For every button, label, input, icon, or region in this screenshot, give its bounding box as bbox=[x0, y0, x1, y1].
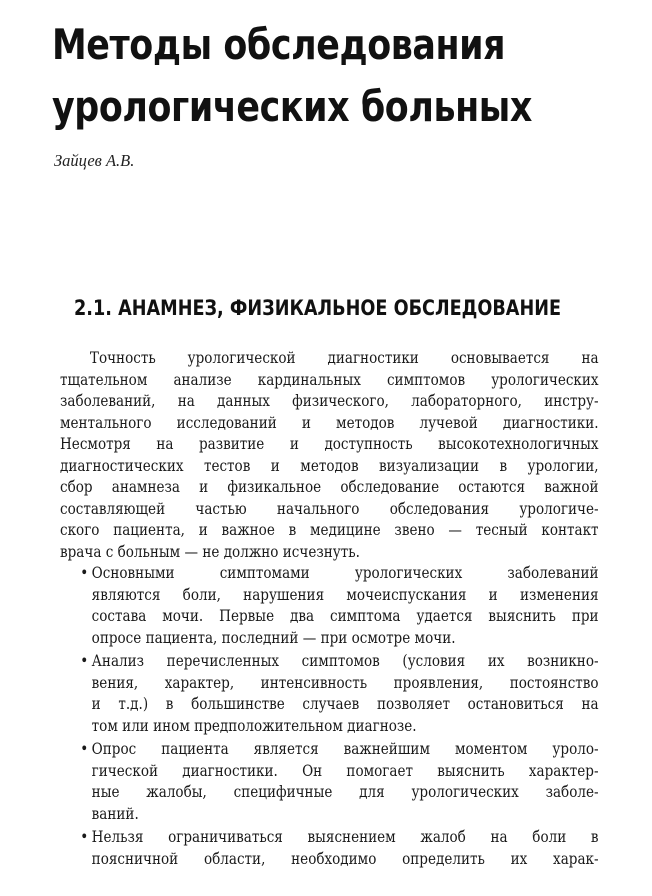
paragraph-line: ментального исследований и методов лучевой диагностики. bbox=[60, 413, 599, 432]
bullet-line: опросе пациента, последний — при осмотре мочи. bbox=[91, 628, 456, 647]
bullet-item-analysis bbox=[60, 651, 599, 737]
bullet-line: вения, характер, интенсивность проявления, постоянство bbox=[91, 673, 599, 692]
bullet-line: Опрос пациента является важнейшим моментом уроло- bbox=[91, 740, 599, 758]
paragraph-line: сбор анамнеза и физикальное обследование остаются важной bbox=[60, 478, 599, 496]
paragraph-line: Несмотря на развитие и доступность высокотехнологичных bbox=[60, 435, 599, 453]
bullet-line: гической диагностики. Он помогает выяснить характер- bbox=[91, 761, 599, 780]
author-name: Зайцев А.В. bbox=[54, 151, 135, 170]
intro-paragraph bbox=[60, 348, 599, 563]
section-heading: 2.1. АНАМНЕЗ, ФИЗИКАЛЬНОЕ ОБСЛЕДОВАНИЕ bbox=[74, 296, 562, 320]
chapter-title-line-1: Методы обследования bbox=[52, 20, 506, 69]
bullet-line: состава мочи. Первые два симптома удается выяснить при bbox=[91, 607, 599, 625]
bullet-icon: • bbox=[80, 652, 89, 670]
bullet-line: Основными симптомами урологических заболеваний bbox=[91, 564, 599, 582]
paragraph-line: диагностических тестов и методов визуализации в урологии, bbox=[60, 456, 599, 475]
paragraph-line: составляющей частью начального обследования урологиче- bbox=[60, 499, 599, 518]
bullet-line: Анализ перечисленных симптомов (условия их возникно- bbox=[91, 652, 599, 670]
bullet-icon: • bbox=[80, 740, 89, 758]
bullet-line: Нельзя ограничиваться выяснением жалоб на боли в bbox=[91, 828, 599, 846]
bullet-line: том или ином предположительном диагнозе. bbox=[91, 716, 417, 735]
paragraph-line: врача с больным — не должно исчезнуть. bbox=[60, 542, 360, 561]
bullet-line: ваний. bbox=[91, 804, 139, 823]
bullet-item-symptoms bbox=[60, 563, 599, 649]
paragraph-line: Точность урологической диагностики основывается на bbox=[89, 349, 599, 367]
paragraph-line: ского пациента, и важное в медицине звено — тесный контакт bbox=[60, 521, 599, 539]
bullet-line: и т.д.) в большинстве случаев позволяет остановиться на bbox=[91, 695, 599, 713]
bullet-item-interview bbox=[60, 739, 599, 825]
bullet-item-pain bbox=[60, 827, 599, 870]
bullet-icon: • bbox=[80, 828, 89, 846]
bullet-line: являются боли, нарушения мочеиспускания и изменения bbox=[91, 585, 599, 604]
paragraph-line: заболеваний, на данных физического, лабораторного, инстру- bbox=[60, 392, 599, 410]
bullet-line: ные жалобы, специфичные для урологических заболе- bbox=[91, 783, 599, 801]
body-text bbox=[60, 348, 599, 870]
chapter-title bbox=[52, 14, 533, 138]
paragraph-line: тщательном анализе кардинальных симптомов урологических bbox=[60, 370, 599, 389]
bullet-icon: • bbox=[80, 564, 89, 582]
chapter-title-line-2: урологических больных bbox=[52, 82, 532, 131]
bullet-line: поясничной области, необходимо определить их харак- bbox=[91, 849, 599, 868]
